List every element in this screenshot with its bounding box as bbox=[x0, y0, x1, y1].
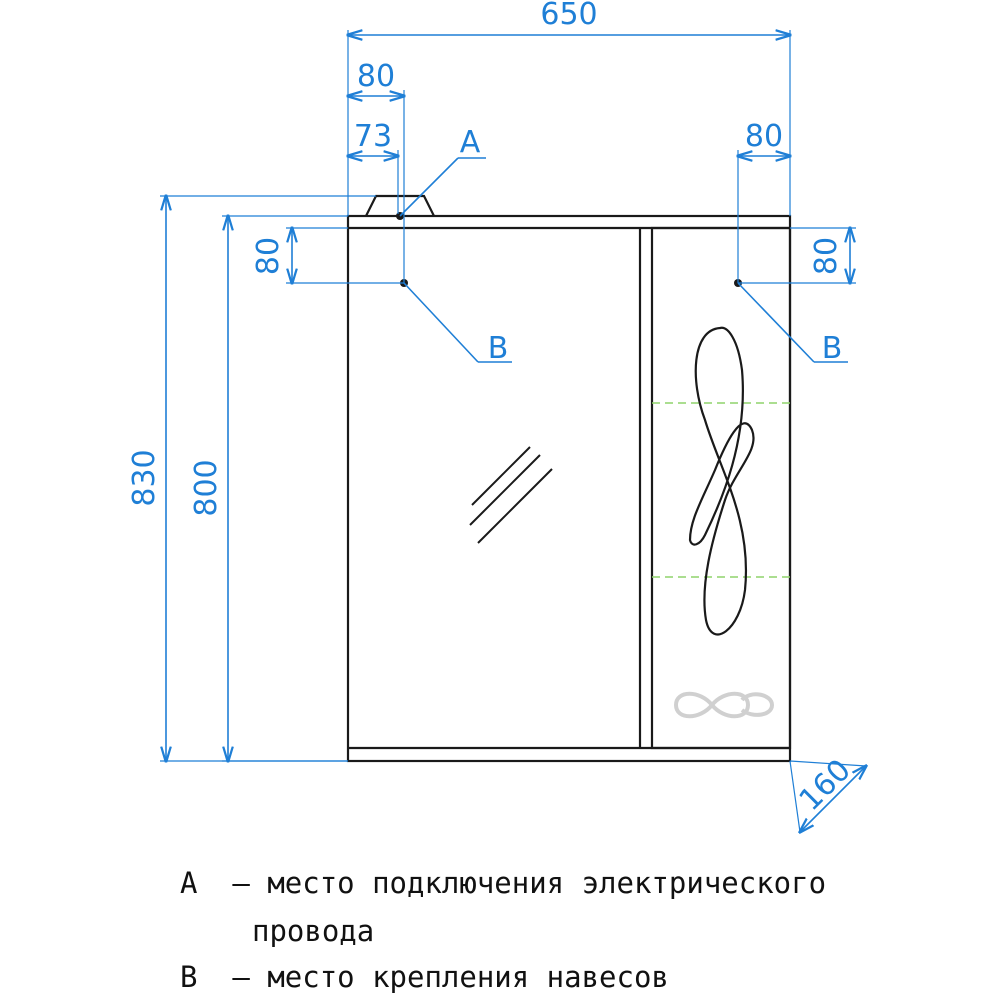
dim-830-label: 830 bbox=[127, 449, 162, 507]
dim-80-left-label: 80 bbox=[356, 59, 396, 94]
callout-a bbox=[400, 125, 486, 216]
callout-b-right bbox=[738, 283, 848, 366]
mounting-points bbox=[396, 212, 742, 287]
dim-650-label: 650 bbox=[540, 0, 598, 32]
callout-a-label: A bbox=[459, 125, 481, 160]
dim-left-80 bbox=[348, 59, 404, 283]
door-ornament bbox=[690, 328, 754, 635]
dim-160-label: 160 bbox=[792, 752, 858, 818]
legend-a-spacer bbox=[197, 866, 232, 900]
dim-body-height bbox=[189, 216, 348, 761]
shelf-hints bbox=[652, 403, 790, 577]
dim-80-vertical-right-label: 80 bbox=[809, 236, 844, 276]
dim-left-vertical-80 bbox=[251, 228, 404, 283]
legend-b-spacer2 bbox=[250, 960, 267, 994]
legend-line-a-cont bbox=[252, 914, 374, 948]
callout-b-left-label: B bbox=[487, 331, 509, 366]
legend-a-dash: – bbox=[232, 866, 250, 900]
callout-b-right-label: B bbox=[821, 331, 843, 366]
dim-80-right-label: 80 bbox=[744, 119, 784, 154]
legend-b-key: B bbox=[180, 960, 198, 994]
legend-b-dash: – bbox=[232, 960, 250, 994]
dim-depth bbox=[790, 753, 866, 832]
legend-a-spacer2 bbox=[250, 866, 267, 900]
dim-total-width bbox=[348, 0, 790, 216]
legend-b-text: место крепления навесов bbox=[267, 960, 669, 994]
side-door bbox=[652, 228, 790, 748]
callout-b-left bbox=[404, 283, 512, 366]
cabinet-body bbox=[348, 196, 790, 761]
dim-80-vertical-left-label: 80 bbox=[251, 236, 286, 276]
door-logo bbox=[676, 694, 772, 717]
dim-total-height bbox=[127, 196, 376, 761]
legend-b-spacer bbox=[197, 960, 232, 994]
dim-right-80 bbox=[738, 119, 790, 283]
dim-right-vertical-80 bbox=[738, 228, 856, 283]
dim-73-label: 73 bbox=[353, 119, 393, 154]
legend-line-b bbox=[180, 960, 669, 994]
legend-a-key: A bbox=[180, 866, 198, 900]
legend-a-text: место подключения электрического bbox=[267, 866, 827, 900]
legend-line-a bbox=[180, 866, 826, 900]
mirror-glare bbox=[470, 447, 552, 543]
legend-a-text-cont: провода bbox=[252, 914, 375, 948]
dim-800-label: 800 bbox=[189, 459, 224, 517]
